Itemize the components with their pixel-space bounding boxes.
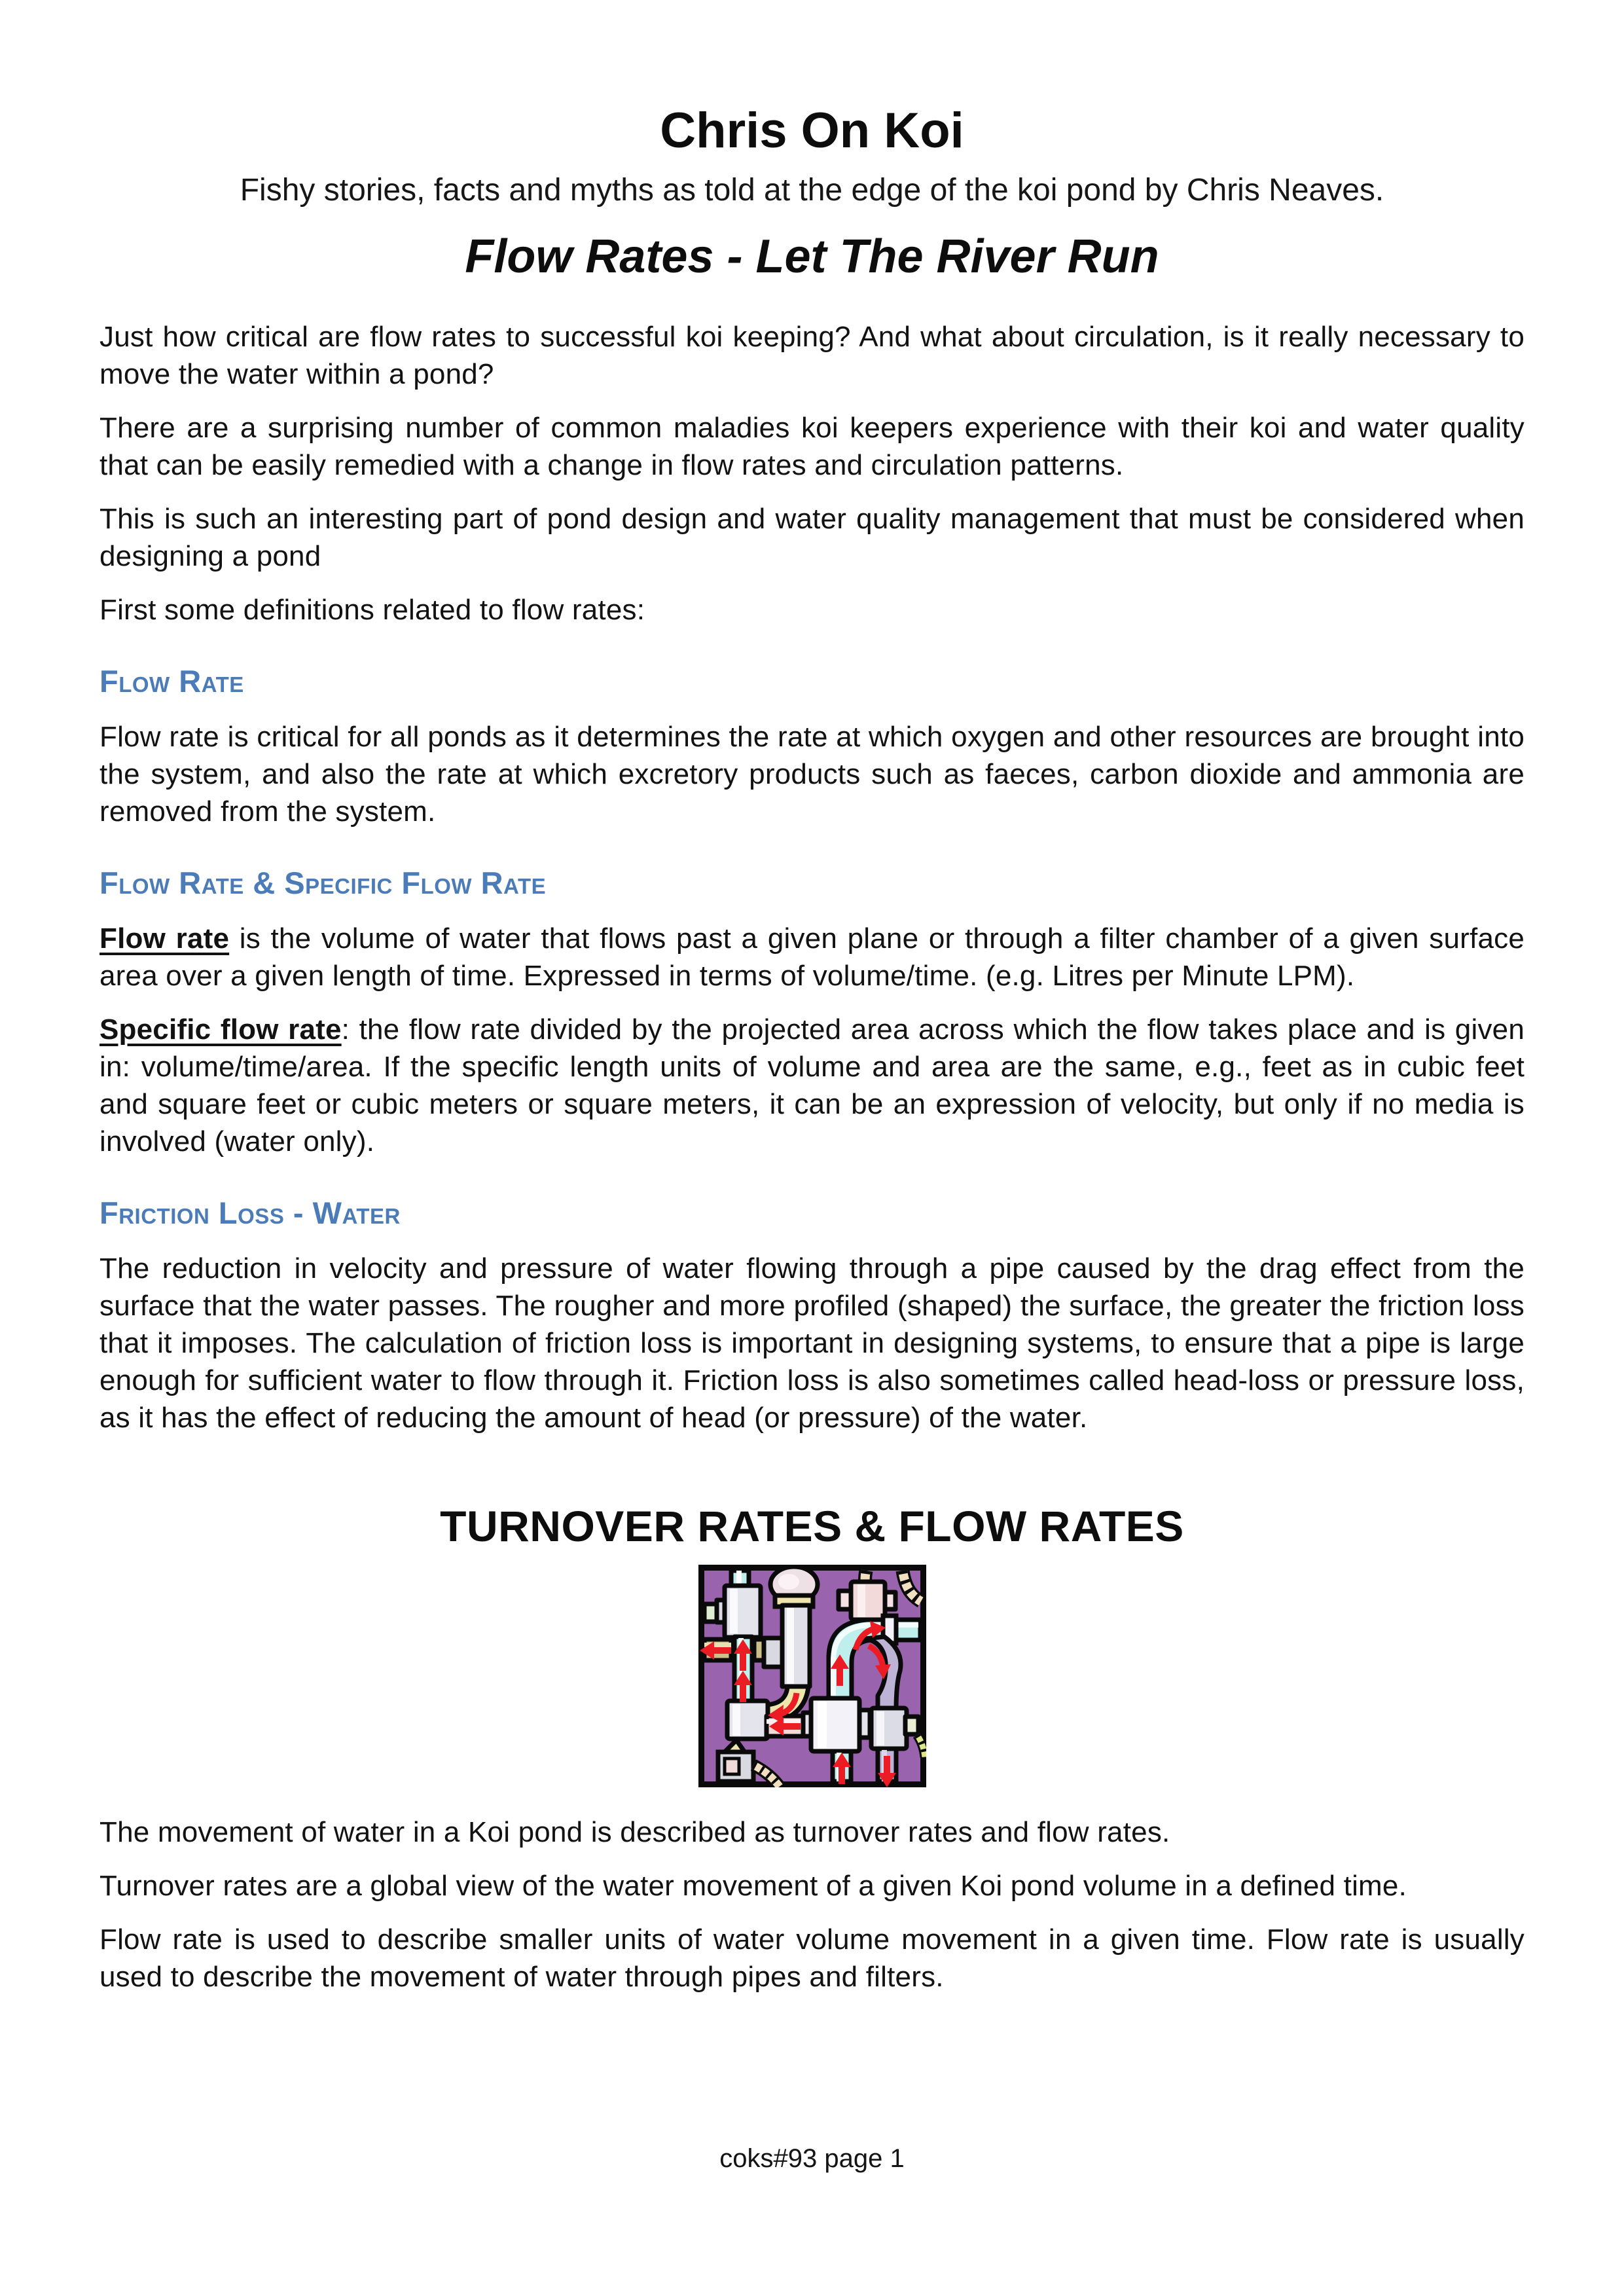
pipes-illustration-figure — [698, 1565, 926, 1787]
page-subtitle: Fishy stories, facts and myths as told at the edge of the koi pond by Chris Neaves. — [240, 173, 1384, 208]
flow-rate-term: Flow rate — [99, 922, 230, 955]
flow-rate-definition-paragraph — [99, 920, 1525, 994]
article-title: Flow Rates - Let The River Run — [465, 230, 1159, 283]
turnover-paragraph-3: Flow rate is used to describe smaller units of water volume movement in a given time. Flow rate is usually used to describe the movement of water through pipes and filters. — [99, 1923, 1525, 1993]
turnover-paragraph-1: The movement of water in a Koi pond is described as turnover rates and flow rates. — [99, 1816, 1170, 1848]
specific-flow-rate-term: Specific flow rate — [99, 1013, 342, 1046]
flow-rate-definition-text: is the volume of water that flows past a given plane or through a filter chamber of a given surface area over a given length of time. Expressed in terms of volume/time. (e.g. Litres per Minute LPM). — [99, 922, 1525, 992]
flow-rate-paragraph: Flow rate is critical for all ponds as it determines the rate at which oxygen and other resources are brought into the system, and also the rate at which excretory products such as faeces, carbon dioxide and ammonia are removed from the system. — [99, 721, 1525, 828]
page-footer: coks#93 page 1 — [719, 2144, 905, 2173]
intro-paragraph-4: First some definitions related to flow rates: — [99, 594, 645, 626]
heading-friction-loss: Friction Loss - Water — [99, 1195, 401, 1230]
heading-flow-rate: Flow Rate — [99, 664, 244, 699]
intro-paragraph-2: There are a surprising number of common maladies koi keepers experience with their koi and water quality that can be easily remedied with a change in flow rates and circulation patterns. — [99, 412, 1525, 481]
pipes-flow-illustration — [698, 1565, 926, 1787]
dome-fitting — [770, 1567, 818, 1607]
friction-loss-paragraph: The reduction in velocity and pressure of water flowing through a pipe caused by the drag effect from the surface that the water passes. The rougher and more profiled (shaped) the surface, the greater the friction loss that it imposes. The calculation of friction loss is important in designing systems, to ensure that a pipe is large enough for sufficient water to flow through it. Friction loss is also sometimes called head-loss or pressure loss, as it has the effect of reducing the amount of head (or pressure) of the water. — [99, 1252, 1525, 1434]
heading-flow-rate-specific: Flow Rate & Specific Flow Rate — [99, 866, 547, 900]
turnover-paragraph-2: Turnover rates are a global view of the water movement of a given Koi pond volume in a defined time. — [99, 1870, 1407, 1902]
specific-flow-rate-paragraph — [99, 1011, 1525, 1160]
heading-turnover-rates: TURNOVER RATES & FLOW RATES — [440, 1502, 1184, 1550]
page-title: Chris On Koi — [660, 103, 964, 158]
intro-paragraph-1: Just how critical are flow rates to successful koi keeping? And what about circulation, is it really necessary to move the water within a pond? — [99, 321, 1525, 390]
specific-flow-rate-definition-text: : the flow rate divided by the projected area across which the flow takes place and is given in: volume/time/area. If the specific length units of volume and area are the same, e.g., feet as in cubic feet and square feet or cubic meters or square meters, it can be an expression of velocity, but only if no media is involved (water only). — [99, 1013, 1525, 1157]
intro-paragraph-3: This is such an interesting part of pond design and water quality management that must be considered when designing a pond — [99, 503, 1525, 572]
